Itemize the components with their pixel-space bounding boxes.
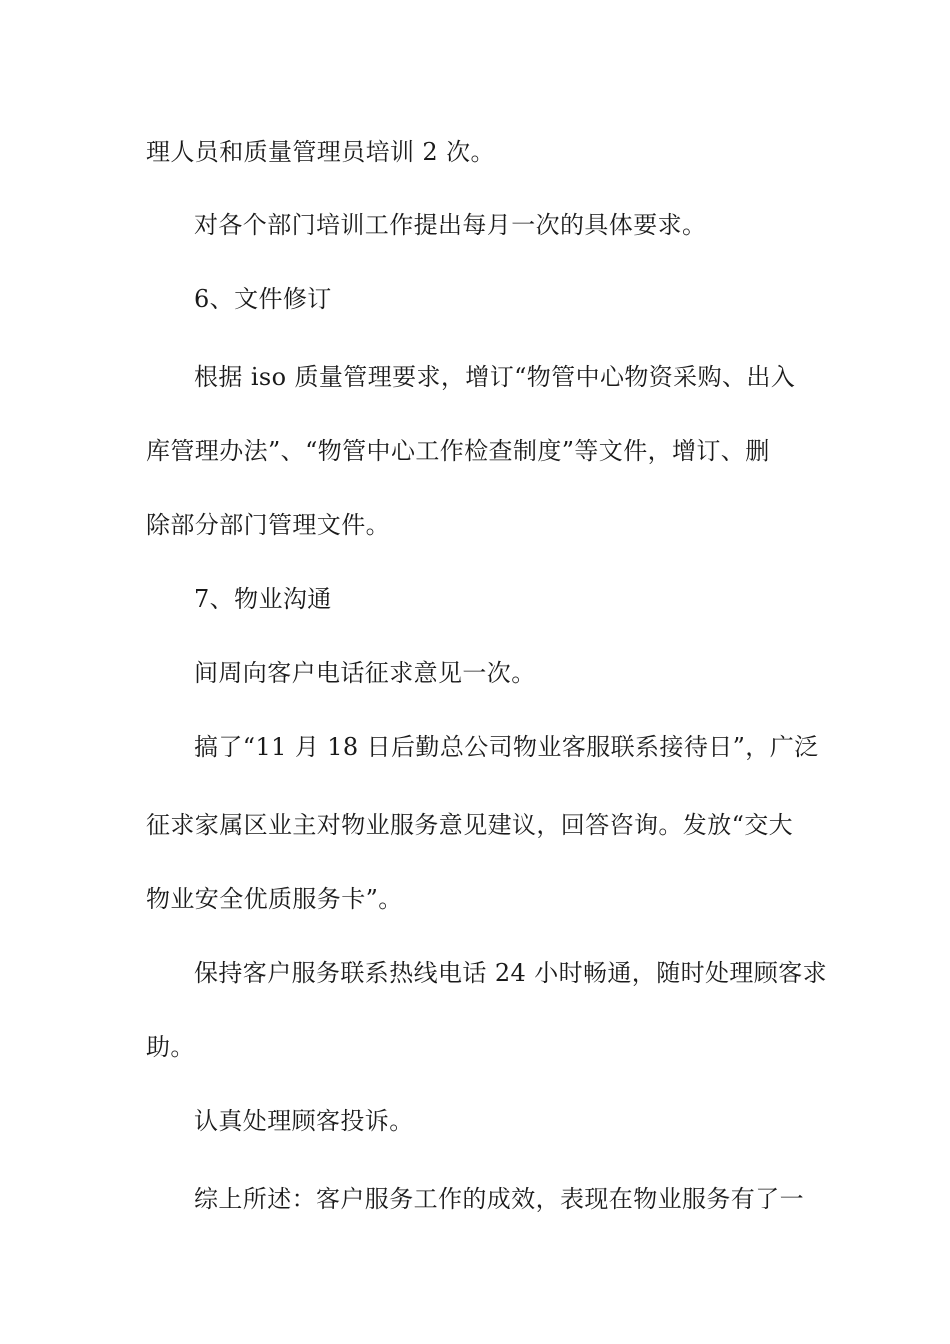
section-heading-6: 6、文件修订	[194, 285, 332, 313]
text-line-1: 理人员和质量管理员培训 2 次。	[146, 138, 495, 166]
text-line-10: 征求家属区业主对物业服务意见建议，回答咨询。发放“交大	[146, 811, 794, 839]
text-line-11: 物业安全优质服务卡”。	[146, 885, 403, 913]
section-heading-7: 7、物业沟通	[194, 585, 332, 613]
text-line-5: 库管理办法”、“物管中心工作检查制度”等文件，增订、删	[146, 437, 770, 465]
text-line-15: 综上所述：客户服务工作的成效，表现在物业服务有了一	[194, 1185, 804, 1213]
text-line-13: 助。	[146, 1033, 195, 1061]
text-line-12: 保持客户服务联系热线电话 24 小时畅通，随时处理顾客求	[194, 959, 827, 987]
text-line-9: 搞了“11 月 18 日后勤总公司物业客服联系接待日”，广泛	[194, 733, 819, 761]
text-line-2: 对各个部门培训工作提出每月一次的具体要求。	[194, 211, 707, 239]
text-line-6: 除部分部门管理文件。	[146, 511, 390, 539]
text-line-4: 根据 iso 质量管理要求，增订“物管中心物资采购、出入	[194, 363, 796, 391]
text-line-14: 认真处理顾客投诉。	[194, 1107, 414, 1135]
text-line-8: 间周向客户电话征求意见一次。	[194, 659, 536, 687]
